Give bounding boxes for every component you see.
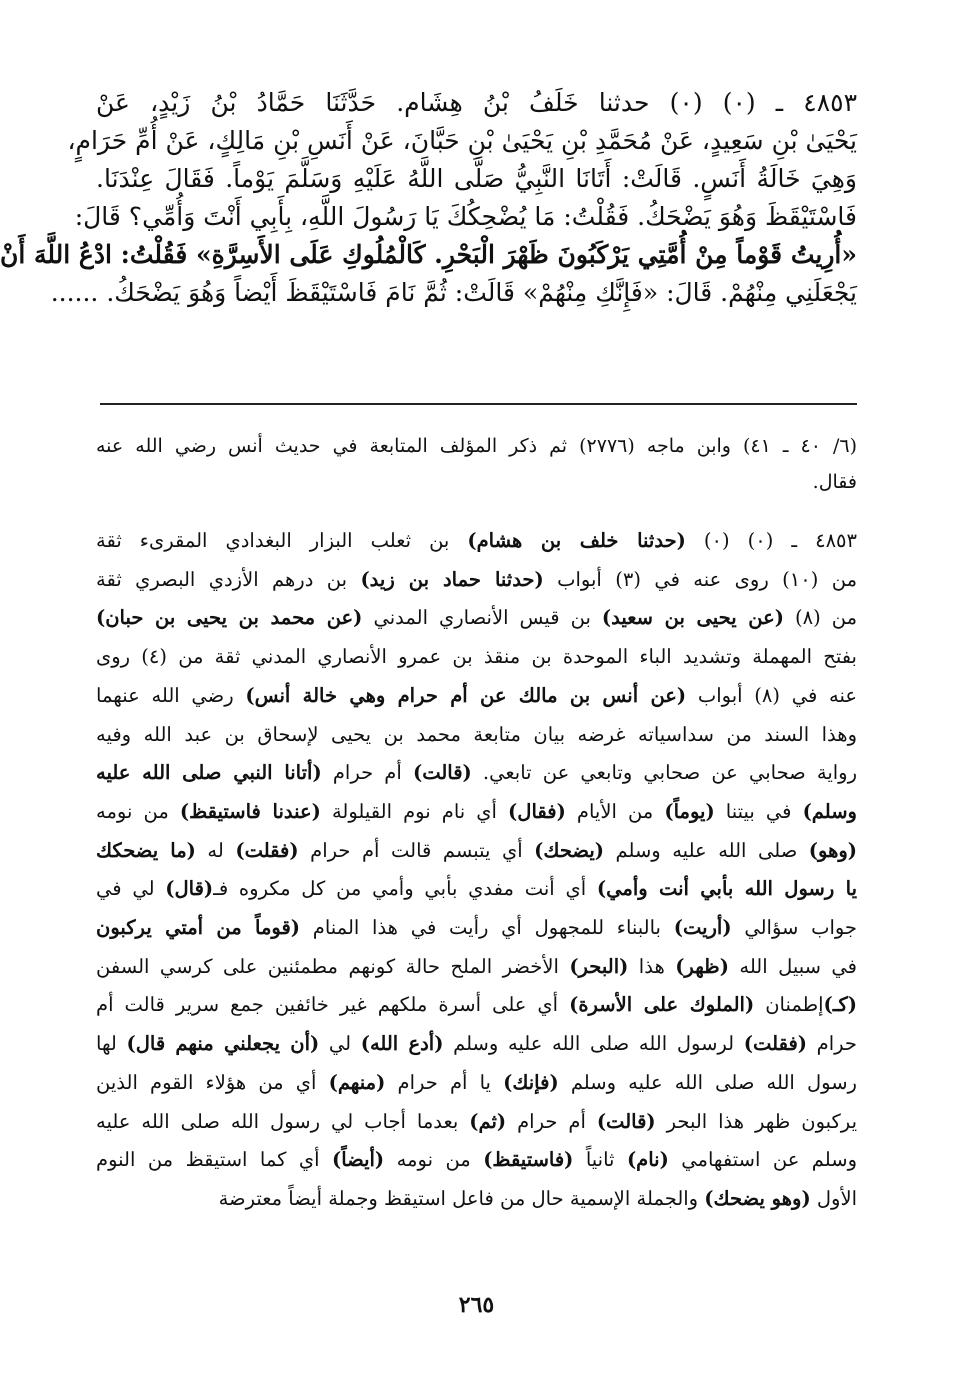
commentary-line: (كـ)إطمنان (الملوك على الأسرة) أي على أسرة ملكهم غير خائفين جمع سرير قالت أم	[96, 993, 857, 1017]
footnote-line: (٦/ ٤٠ ـ ٤١) وابن ماجه (٢٧٧٦) ثم ذكر المؤلف المتابعة في حديث أنس رضي الله عنه	[96, 435, 857, 457]
commentary-line: يا رسول الله بأبي أنت وأمي) أي أنت مفدي بأبي وأمي من كل مكروه فـ(قال) لي في	[96, 877, 857, 901]
commentary-line: من (١٠) روى عنه في (٣) أبواب (حدثنا حماد بن زيد) بن درهم الأزدي البصري ثقة	[96, 567, 858, 591]
commentary-line: وسلم) في بيتنا (يوماً) من الأيام (فقال) أي نام نوم القيلولة (عندنا فاستيقظ) من نومه	[96, 799, 857, 823]
commentary-line: عنه في (٨) أبواب (عن أنس بن مالك عن أم حرام وهي خالة أنس) رضي الله عنهما	[96, 683, 857, 707]
hadith-line: ٤٨٥٣ ـ (٠) (٠) حدثنا خَلَفُ بْنُ هِشَام. حَدَّثَنَا حَمَّادُ بْنُ زَيْدٍ، عَنْ	[96, 88, 857, 117]
hadith-line: «أُرِيتُ قَوْماً مِنْ أُمَّتِي يَرْكَبُونَ ظَهْرَ الْبَحْرِ. كَالْمُلُوكِ عَلَى الأَسِرَّةِ» فَقُلْتُ: ادْعُ اللَّهَ أَنْ	[0, 240, 857, 269]
commentary-line: بفتح المهملة وتشديد الباء الموحدة بن منقذ بن عمرو الأنصاري المدني ثقة من (٤) روى	[96, 645, 857, 669]
commentary-line: (وهو) صلى الله عليه وسلم (يضحك) أي يتبسم قالت أم حرام (فقلت) له (ما يضحكك	[96, 838, 858, 862]
hadith-line: يَجْعَلَنِي مِنْهُمْ. قَالَ: «فَإِنَّكِ مِنْهُمْ» قَالَتْ: ثُمَّ نَامَ فَاسْتَيْقَظَ أَيْضاً وَهُوَ يَضْحَكُ. ......	[50, 278, 857, 307]
hadith-line: فَاسْتَيْقَظَ وَهُوَ يَضْحَكُ. فَقُلْتُ: مَا يُضْحِكُكَ يَا رَسُولَ اللَّهِ، بِأَبِي أَنْتَ وَأُمِّي؟ قَالَ:	[74, 202, 857, 231]
commentary-line: من (٨) (عن يحيى بن سعيد) بن قيس الأنصاري المدني (عن محمد بن يحيى بن حبان)	[96, 606, 858, 630]
commentary-line: رسول الله صلى الله عليه وسلم (فإنك) يا أم حرام (منهم) أي من هؤلاء القوم الذين	[96, 1070, 857, 1094]
commentary-line: ٤٨٥٣ ـ (٠) (٠) (حدثنا خلف بن هشام) بن ثعلب البزار البغدادي المقرىء ثقة	[96, 529, 858, 552]
commentary-line: وسلم عن استفهامي (نام) ثانياً (فاستيقظ) من نومه (أيضاً) أي كما استيقظ من النوم	[96, 1148, 857, 1172]
commentary-line: يركبون ظهر هذا البحر (قالت) أم حرام (ثم) بعدما أجاب لي رسول الله صلى الله عليه	[96, 1109, 857, 1133]
commentary-line: حرام (فقلت) لرسول الله صلى الله عليه وسلم (أدع الله) لي (أن يجعلني منهم قال) لها	[96, 1032, 857, 1056]
hadith-text	[0, 84, 857, 312]
page-number: ٢٦٥	[458, 1292, 495, 1318]
footnote	[96, 428, 857, 500]
footnote-line: فقال.	[812, 471, 857, 493]
commentary	[96, 522, 857, 1219]
commentary-line: في سبيل الله (ظهر) هذا (البحر) الأخضر الملح حالة كونهم مطمئنين على كرسي السفن	[96, 954, 857, 978]
hadith-line: يَحْيَىٰ بْنِ سَعِيدٍ، عَنْ مُحَمَّدِ بْنِ يَحْيَىٰ بْنِ حَبَّانَ، عَنْ أَنَسِ بْنِ مَالِكٍ، عَنْ أُمِّ حَرَامٍ،	[67, 126, 857, 155]
commentary-line: الأول (وهو يضحك) والجملة الإسمية حال من فاعل استيقظ وجملة أيضاً معترضة	[218, 1186, 857, 1210]
footnote-separator	[100, 403, 857, 405]
commentary-line: رواية صحابي عن صحابي وتابعي عن تابعي. (قالت) أم حرام (أتانا النبي صلى الله عليه	[96, 761, 857, 785]
commentary-line: وهذا السند من سداسياته غرضه بيان متابعة محمد بن يحيى لإسحاق بن عبد الله وفيه	[96, 722, 857, 746]
commentary-line: جواب سؤالي (أريت) بالبناء للمجهول أي رأيت في هذا المنام (قوماً من أمتي يركبون	[96, 916, 857, 940]
hadith-line: وَهِيَ خَالَةُ أَنَسٍ. قَالَتْ: أَتَانَا النَّبِيُّ صَلَّى اللَّهُ عَلَيْهِ وَسَلَّمَ يَوْماً. فَقَالَ عِنْدَنَا.	[96, 164, 857, 193]
